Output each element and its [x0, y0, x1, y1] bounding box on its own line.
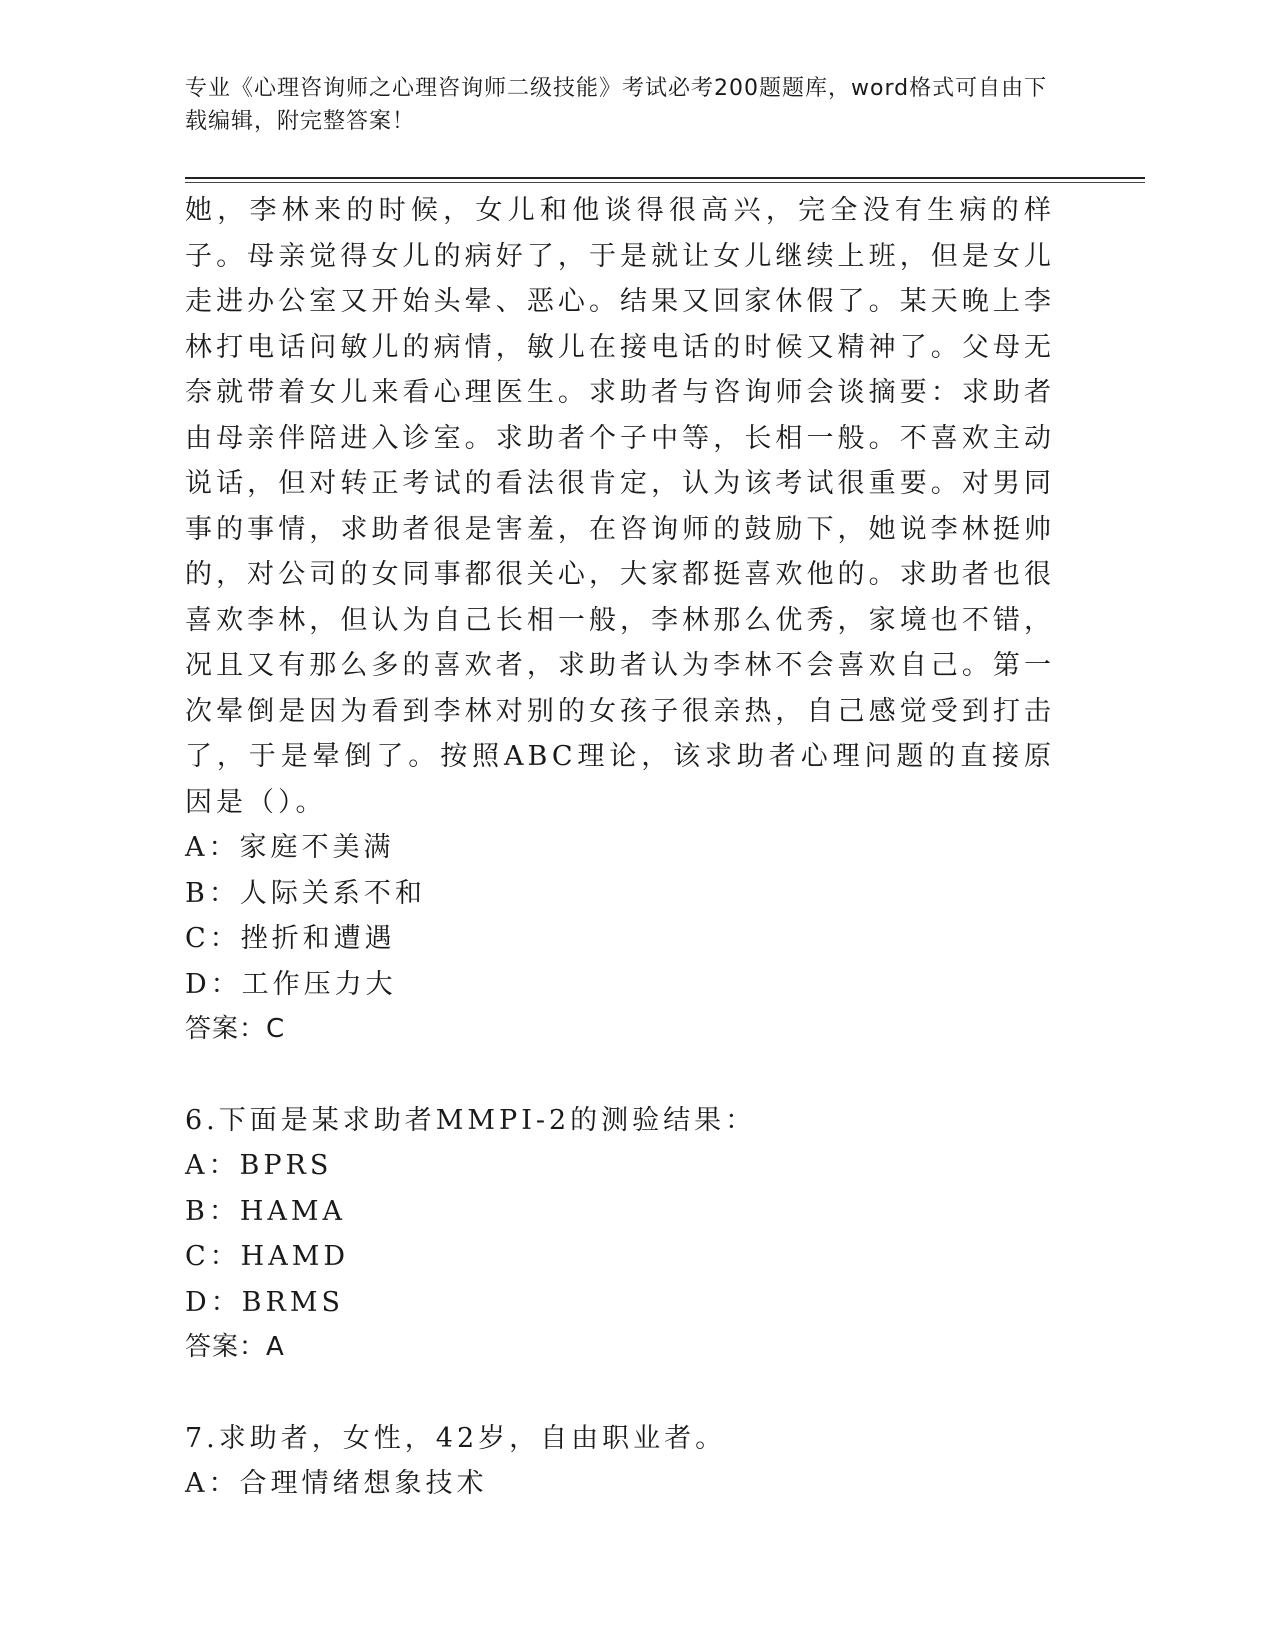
question-6: [185, 1098, 1055, 1371]
answer-line: 答案：A: [185, 1332, 285, 1362]
answer-line: 答案：C: [185, 1014, 286, 1044]
option-b: B：人际关系不和: [185, 877, 426, 909]
option-a: A：BPRS: [185, 1150, 333, 1181]
page-header: 专业《心理咨询师之心理咨询师二级技能》考试必考200题题库，word格式可自由下载编辑，附完整答案！: [185, 76, 1048, 134]
option-d: D：工作压力大: [185, 968, 397, 1000]
question-7: [185, 1416, 1055, 1507]
spacer: [185, 1053, 1055, 1098]
document-body: [185, 188, 1055, 1507]
option-c: C：HAMD: [185, 1241, 349, 1272]
header-divider-thick: [185, 177, 1145, 179]
question-text: 7.求助者，女性，42岁，自由职业者。: [185, 1422, 727, 1454]
spacer: [185, 1371, 1055, 1416]
header-divider-thin: [185, 182, 1145, 183]
option-b: B：HAMA: [185, 1195, 347, 1227]
option-c: C：挫折和遭遇: [185, 923, 396, 954]
question-text: 她，李林来的时候，女儿和他谈得很高兴，完全没有生病的样子。母亲觉得女儿的病好了，于是就让女儿继续上班，但是女儿走进办公室又开始头晕、恶心。结果又回家休假了。某天晚上李林打电话问敏儿的病情，敏儿在接电话的时候又精神了。父母无奈就带着女儿来看心理医生。求助者与咨询师会谈摘要：求助者由母亲伴陪进入诊室。求助者个子中等，长相一般。不喜欢主动说话，但对转正考试的看法很肯定，认为该考试很重要。对男同事的事情，求助者很是害羞，在咨询师的鼓励下，她说李林挺帅的，对公司的女同事都很关心，大家都挺喜欢他的。求助者也很喜欢李林，但认为自己长相一般，李林那么优秀，家境也不错，况且又有那么多的喜欢者，求助者认为李林不会喜欢自己。第一次晕倒是因为看到李林对别的女孩子很亲热，自己感觉受到打击了，于是晕倒了。按照ABC理论，该求助者心理问题的直接原因是（）。: [185, 195, 1055, 818]
option-a: A：合理情绪想象技术: [185, 1468, 488, 1499]
question-5: [185, 188, 1055, 1053]
option-a: A：家庭不美满: [185, 832, 395, 863]
question-text: 6.下面是某求助者MMPI-2的测验结果：: [185, 1104, 757, 1136]
option-d: D：BRMS: [185, 1286, 344, 1318]
